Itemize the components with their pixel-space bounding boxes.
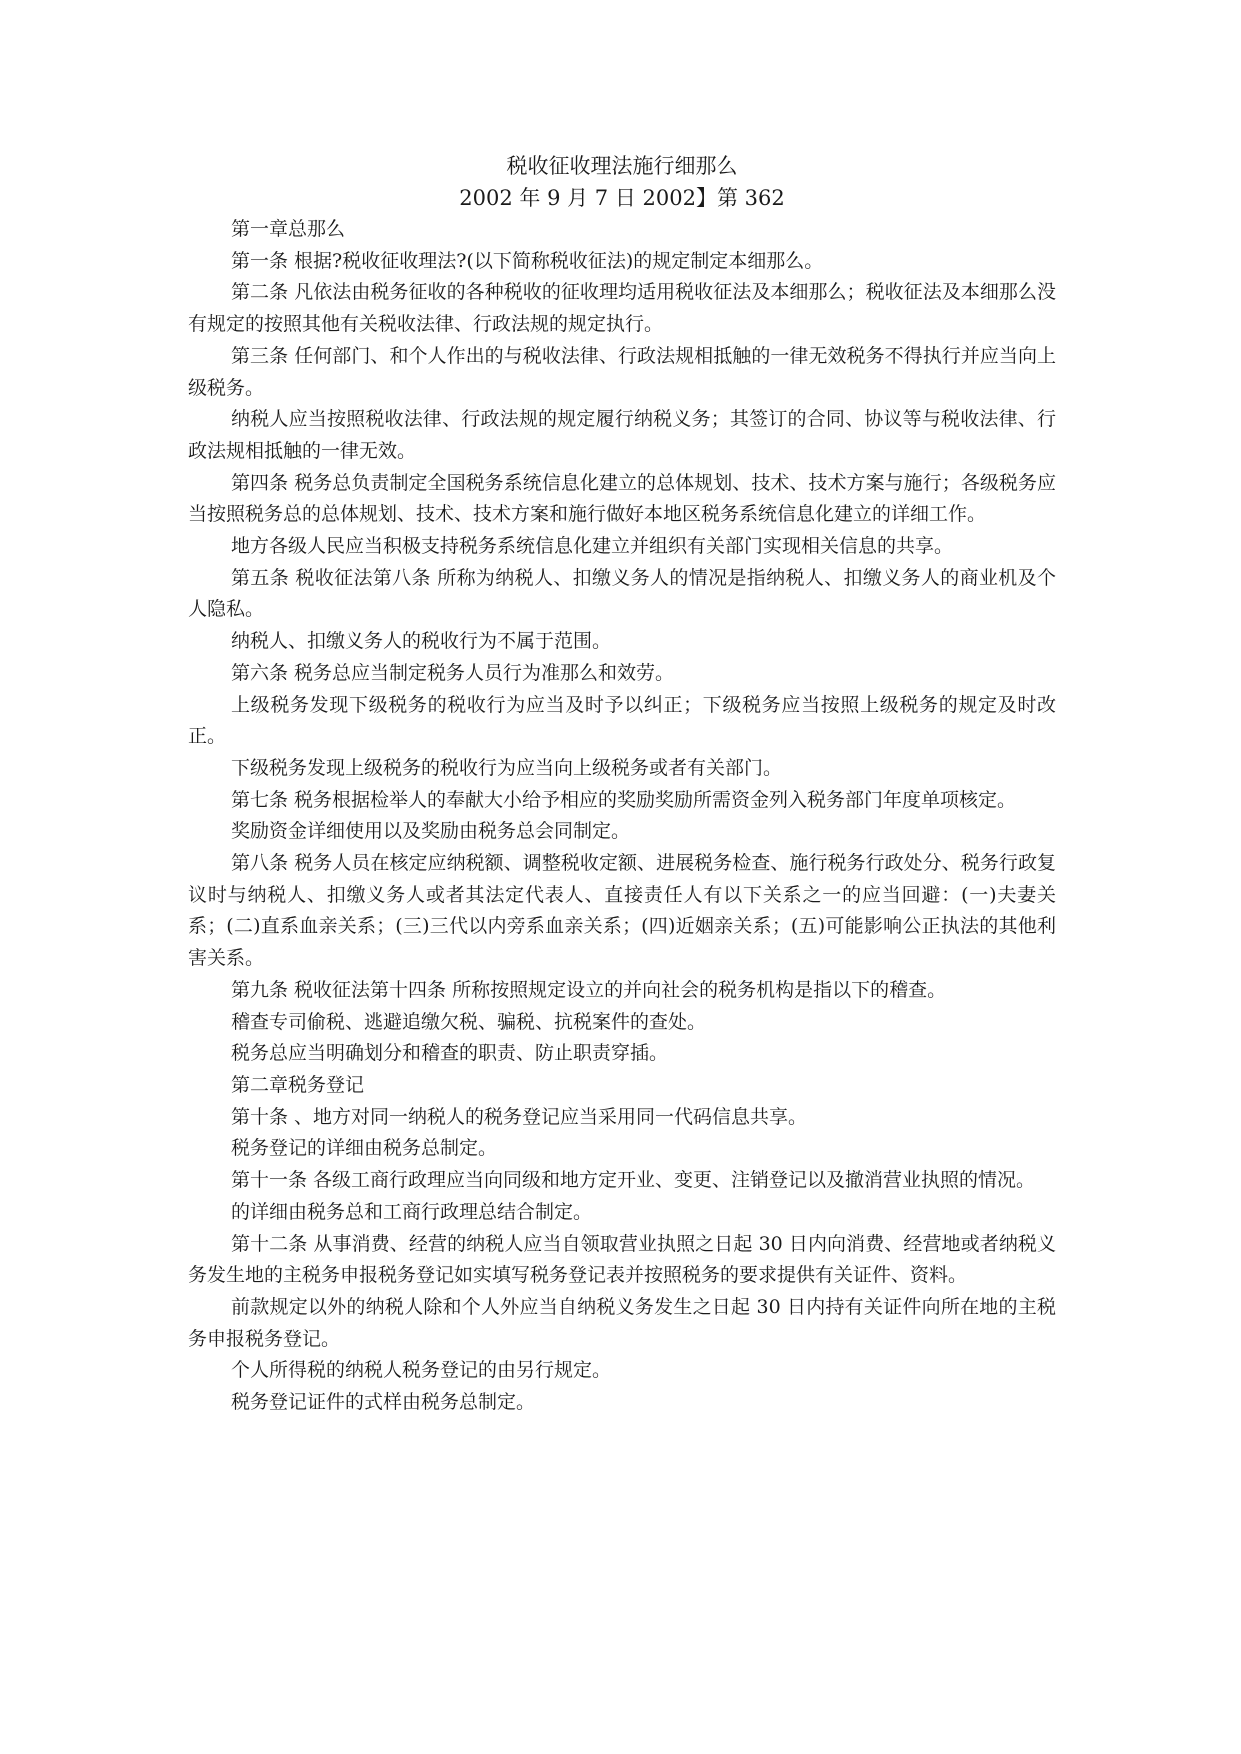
paragraph: 奖励资金详细使用以及奖励由税务总会同制定。 (231, 820, 631, 843)
paragraph: 第二条 凡依法由税务征收的各种税收的征收理均适用税收征法及本细那么；税收征法及本细那么没有规定的按照其他有关税收法律、行政法规的规定执行。 (188, 281, 1056, 336)
document-title: 税收征收理法施行细那么 (506, 154, 738, 178)
paragraph: 第一章总那么 (231, 218, 346, 240)
paragraph: 纳税人应当按照税收法律、行政法规的规定履行纳税义务；其签订的合同、协议等与税收法律、行政法规相抵触的一律无效。 (188, 408, 1056, 462)
paragraph: 税务登记的详细由税务总制定。 (231, 1137, 498, 1160)
document-subtitle: 2002 年 9 月 7 日 2002】第 362 (459, 186, 785, 210)
paragraph: 第二章税务登记 (231, 1073, 365, 1096)
document-page (188, 150, 1056, 1419)
paragraph: 税务总应当明确划分和稽查的职责、防止职责穿插。 (231, 1042, 669, 1065)
paragraph: 地方各级人民应当积极支持税务系统信息化建立并组织有关部门实现相关信息的共享。 (231, 535, 954, 558)
paragraph: 前款规定以外的纳税人除和个人外应当自纳税义务发生之日起 30 日内持有关证件向所在地的主税务申报税务登记。 (188, 1295, 1056, 1350)
paragraph: 第六条 税务总应当制定税务人员行为准那么和效劳。 (231, 661, 675, 684)
paragraph: 下级税务发现上级税务的税收行为应当向上级税务或者有关部门。 (231, 756, 783, 779)
paragraph: 第八条 税务人员在核定应纳税额、调整税收定额、进展税务检查、施行税务行政处分、税务行政复议时与纳税人、扣缴义务人或者其法定代表人、直接责任人有以下关系之一的应当回避：(一)夫妻关系；(二)直系血亲关系；(三)三代以内旁系血亲关系；(四)近姻亲关系；(五)可能影响公正执法的其他利害关系。 (188, 852, 1056, 970)
paragraph: 第四条 税务总负责制定全国税务系统信息化建立的总体规划、技术、技术方案与施行；各级税务应当按照税务总的总体规划、技术、技术方案和施行做好本地区税务系统信息化建立的详细工作。 (188, 471, 1056, 526)
paragraph: 的详细由税务总和工商行政理总结合制定。 (231, 1200, 593, 1223)
paragraph: 第一条 根据?税收征收理法?(以下简称税收征法)的规定制定本细那么。 (231, 249, 824, 272)
paragraph: 第十一条 各级工商行政理应当向同级和地方定开业、变更、注销登记以及撤消营业执照的情况。 (231, 1169, 1036, 1192)
paragraph: 第十二条 从事消费、经营的纳税人应当自领取营业执照之日起 30 日内向消费、经营地或者纳税义务发生地的主税务申报税务登记如实填写税务登记表并按照税务的要求提供有关证件、资料。 (188, 1232, 1056, 1287)
paragraph: 上级税务发现下级税务的税收行为应当及时予以纠正；下级税务应当按照上级税务的规定及时改正。 (188, 693, 1056, 748)
paragraph: 第七条 税务根据检举人的奉献大小给予相应的奖励奖励所需资金列入税务部门年度单项核定。 (231, 788, 1017, 811)
paragraph: 第十条 、地方对同一纳税人的税务登记应当采用同一代码信息共享。 (231, 1105, 808, 1128)
paragraph: 稽查专司偷税、逃避追缴欠税、骗税、抗税案件的查处。 (231, 1010, 707, 1033)
paragraph: 第五条 税收征法第八条 所称为纳税人、扣缴义务人的情况是指纳税人、扣缴义务人的商业机及个人隐私。 (188, 566, 1056, 621)
paragraph: 纳税人、扣缴义务人的税收行为不属于范围。 (231, 630, 612, 653)
document-body (188, 214, 1056, 1419)
paragraph: 个人所得税的纳税人税务登记的由另行规定。 (231, 1359, 612, 1382)
paragraph: 第三条 任何部门、和个人作出的与税收法律、行政法规相抵触的一律无效税务不得执行并应当向上级税务。 (188, 344, 1056, 399)
paragraph: 税务登记证件的式样由税务总制定。 (231, 1391, 536, 1414)
paragraph: 第九条 税收征法第十四条 所称按照规定设立的并向社会的税务机构是指以下的稽查。 (231, 978, 947, 1001)
